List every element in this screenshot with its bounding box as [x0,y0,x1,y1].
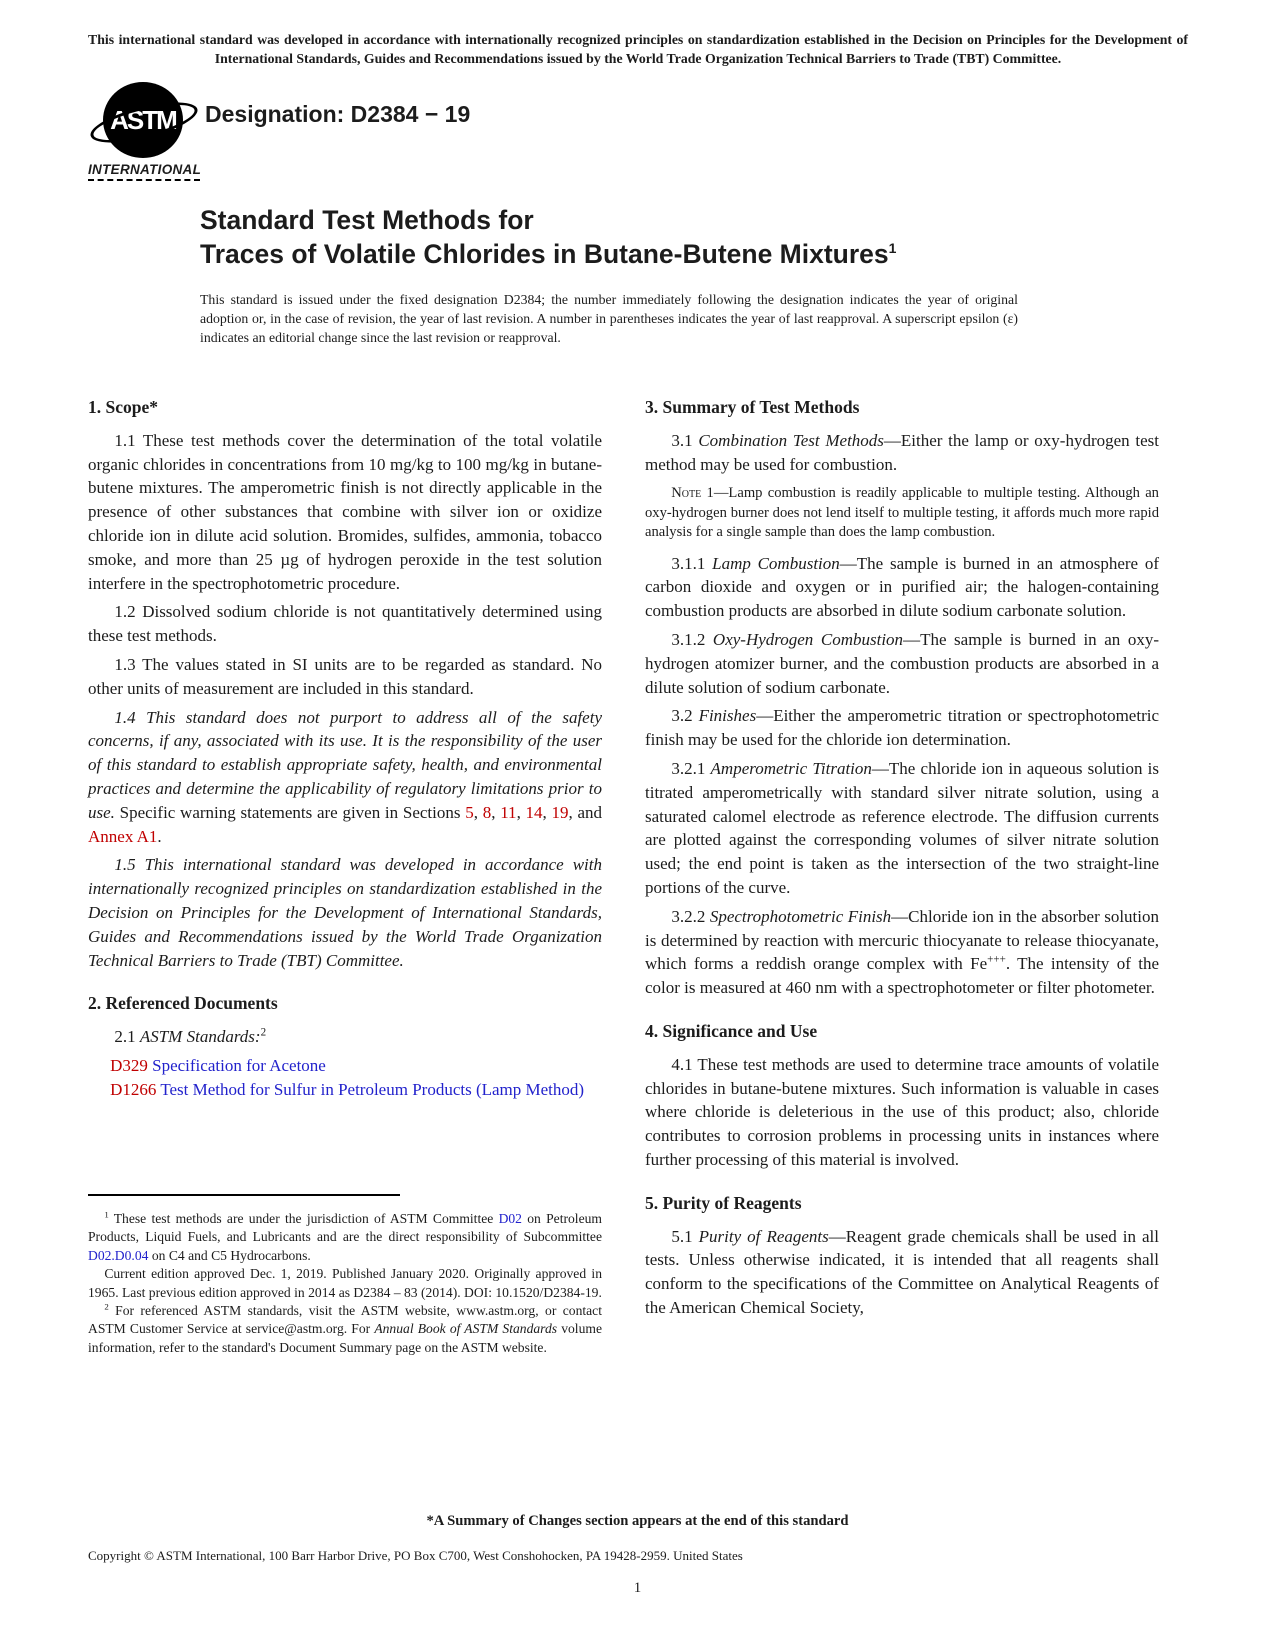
section-3-heading: 3. Summary of Test Methods [645,397,860,417]
para-3-2-2: 3.2.2 Spectrophotometric Finish—Chloride ion in the absorber solution is determined by reaction with mercuric thiocyanate to release thiocyanate, which forms a reddish orange complex with Fe+++. The intensity of the color is measured at 460 nm with a spectrophotometer or filter photometer. [645,906,1160,998]
para-5-1: 5.1 Purity of Reagents—Reagent grade chemicals shall be used in all tests. Unless otherwise indicated, it is intended that all reagents shall conform to the specifications of the Committee on Analytical Reagents of the American Chemical Society, [645,1226,1160,1317]
para-1-4: 1.4 This standard does not purport to address all of the safety concerns, if any, associated with its use. It is the responsibility of the user of this standard to establish appropriate safety, health, and environmental practices and determine the applicability of regulatory limitations prior to use. Specific warning statements are given in Sections 5, 8, 11, 14, 19, and Annex A1. [88,707,603,846]
astm-logo [88,82,200,181]
link-subcommittee-d02-d0-04[interactable]: D02.D0.04 [88,1247,149,1263]
document-title [200,203,896,271]
issued-under-note: This standard is issued under the fixed designation D2384; the number immediately following the designation indicates the year of original adoption or, in the case of revision, the year of last revision. A number in parentheses indicates the year of last reapproval. A superscript epsilon (ε) indicates an editorial change since the last revision or reapproval. [200,292,1018,345]
reference-item-d329 [88,1054,602,1078]
para-3-2: 3.2 Finishes—Either the amperometric titration or spectrophotometric finish may be used for the chloride ion determination. [645,706,1160,750]
section-4-heading: 4. Significance and Use [645,1020,818,1041]
section-1-heading: 1. Scope* [88,397,158,417]
footnote-rule [88,1194,400,1196]
note-1: Note 1—Lamp combustion is readily applicable to multiple testing. Although an oxy-hydrogen burner does not lend itself to multiple testing, it affords much more rapid analysis for a single sample than does the lamp combustion. [645,485,1159,541]
reference-item-d1266 [88,1078,602,1102]
para-1-1: 1.1 These test methods cover the determination of the total volatile organic chlorides in concentrations from 10 mg/kg to 100 mg/kg in butane-butene mixtures. The amperometric finish is not directly applicable in the presence of other substances that combine with silver ion or oxidize chloride ion in dilute acid solution. Bromides, sulfides, ammonia, tobacco smoke, and more than 25 µg of hydrogen peroxide in the test solution interfere in the spectrophotometric procedure. [88,430,602,593]
designation-label: Designation: D2384 − 19 [205,101,471,127]
link-section-14[interactable]: 14 [525,802,543,822]
title-line-1: Standard Test Methods for [200,205,534,235]
copyright-line: Copyright © ASTM International, 100 Barr Harbor Drive, PO Box C700, West Conshohocken, PA 19428-2959. United States [88,1548,743,1563]
wto-notice: This international standard was developed in accordance with internationally recognized principles on standardization established in the Decision on Principles for the Development of International Standards, Guides and Recommendations issued by the World Trade Organization Technical Barriers to Trade (TBT) Committee. [88,32,1188,66]
para-3-1: 3.1 Combination Test Methods—Either the lamp or oxy-hydrogen test method may be used for combustion. [645,430,1160,474]
para-3-2-1: 3.2.1 Amperometric Titration—The chloride ion in aqueous solution is titrated amperometrically with standard silver nitrate solution, using a saturated calomel electrode as reference electrode. The diffusion currents are plotted against the corresponding volumes of silver nitrate solution used; the end point is taken as the intersection of the two straight-line portions of the curve. [645,758,1160,897]
section-2-heading: 2. Referenced Documents [88,993,278,1014]
link-section-11[interactable]: 11 [500,802,517,822]
para-1-5: 1.5 This international standard was developed in accordance with internationally recognized principles on standardization established in the Decision on Principles for the Development of International Standards, Guides and Recommendations issued by the World Trade Organization Technical Barriers to Trade (TBT) Committee. [88,855,602,970]
title-line-2: Traces of Volatile Chlorides in Butane-Butene Mixtures$^1$ [200,239,897,269]
astm-logo-text: ASTM [110,104,176,135]
footnote-2-marker: 2 [260,1026,267,1039]
footnote-1: $^1$ These test methods are under the jurisdiction of ASTM Committee D02 on Petroleum Products, Liquid Fuels, and Lubricants and are the direct responsibility of Subcommittee D02.D0.04 on C4 and C5 Hydrocarbons. [88,1209,602,1263]
footnote-2: $^2$ For referenced ASTM standards, visit the ASTM website, www.astm.org, or contact ASTM Customer Service at service@astm.org. For Annual Book of ASTM Standards volume information, refer to the standard's Document Summary page on the ASTM website. [88,1301,602,1355]
para-4-1: 4.1 These test methods are used to determine trace amounts of volatile chlorides in butane-butene mixtures. Such information is valuable in cases where chloride is deleterious in the use of this product; also, chloride contributes to corrosion problems in processing units in instances where further processing of this material is involved. [645,1054,1159,1169]
left-column [88,383,602,1102]
astm-logo-subtext: INTERNATIONAL [88,162,200,181]
para-3-1-1: 3.1.1 Lamp Combustion—The sample is burned in an atmosphere of carbon dioxide and oxygen or in purified air; the halogen-containing combustion products are absorbed in dilute sodium carbonate solution. [645,553,1159,621]
footnote-block [88,1182,602,1357]
section-5-heading: 5. Purity of Reagents [645,1192,802,1213]
right-column [645,383,1159,1325]
link-d1266[interactable]: D1266 [110,1079,157,1099]
summary-of-changes-note: *A Summary of Changes section appears at the end of this standard [426,1513,849,1529]
astm-globe-icon [103,82,185,160]
link-section-5[interactable]: 5 [465,802,474,822]
link-committee-d02[interactable]: D02 [498,1211,522,1226]
page-number: 1 [633,1580,642,1596]
link-annex-a1[interactable]: Annex A1 [88,826,158,846]
reference-title-d329[interactable]: Specification for Acetone [147,1055,326,1075]
para-1-2: 1.2 Dissolved sodium chloride is not quantitatively determined using these test methods. [88,602,602,646]
link-section-19[interactable]: 19 [551,802,569,822]
para-3-1-2: 3.1.2 Oxy-Hydrogen Combustion—The sample is burned in an oxy-hydrogen atomizer burner, and the combustion products are absorbed in a dilute solution of sodium carbonate. [645,630,1160,697]
title-footnote-marker: 1 [888,240,897,257]
link-section-8[interactable]: 8 [482,802,492,822]
link-d329[interactable]: D329 [110,1055,148,1075]
fe-ion-superscript: +++ [987,953,1006,966]
footnote-1-edition: Current edition approved Dec. 1, 2019. Published January 2020. Originally approved in 1965. Last previous edition approved in 2014 as D2384 – 83 (2014). DOI: 10.1520/D2384-19. [88,1266,602,1300]
para-2-1: 2.1 ASTM Standards:$^2$ [114,1026,267,1047]
reference-title-d1266[interactable]: Test Method for Sulfur in Petroleum Products (Lamp Method) [156,1079,585,1099]
para-1-3: 1.3 The values stated in SI units are to be regarded as standard. No other units of measurement are included in this standard. [88,654,602,698]
